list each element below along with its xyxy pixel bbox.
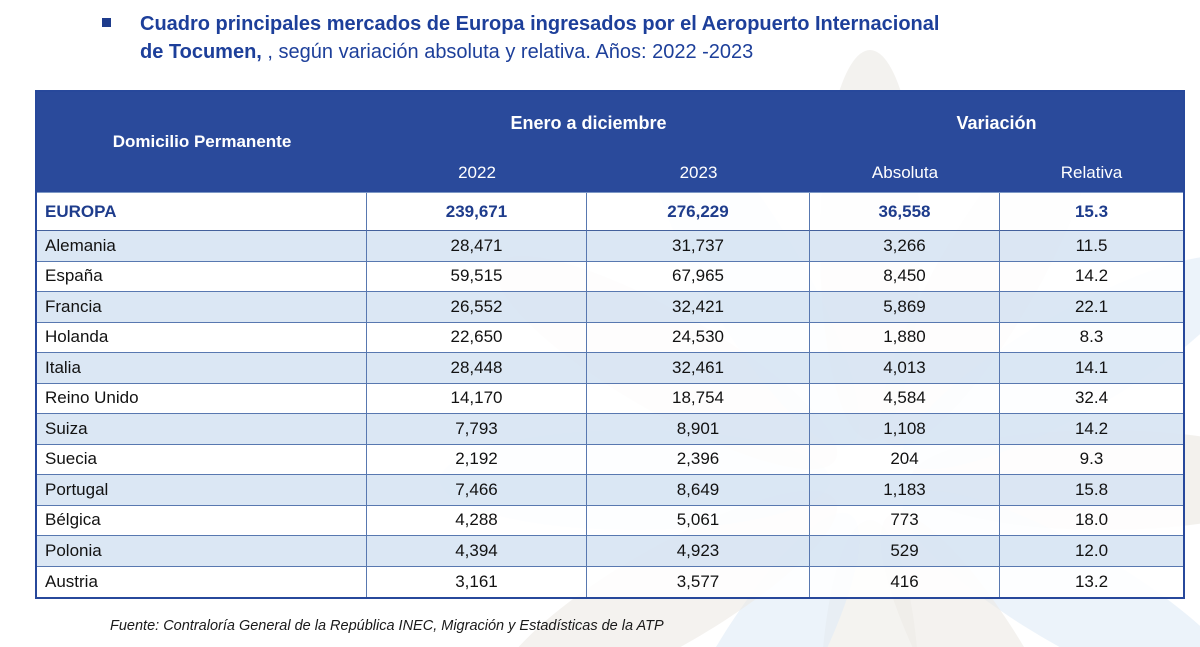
markets-table xyxy=(35,90,1185,599)
country-name: Italia xyxy=(37,353,367,384)
header-col-relativa: Relativa xyxy=(1060,163,1123,182)
table-row xyxy=(37,414,1183,445)
value-2023: 32,421 xyxy=(587,292,810,323)
variation-relativa: 15.3 xyxy=(1000,193,1183,231)
variation-relativa: 14.1 xyxy=(1000,353,1183,384)
region-name: EUROPA xyxy=(37,193,367,231)
title-line-1: Cuadro principales mercados de Europa ingresados por el Aeropuerto Internacional xyxy=(140,13,940,35)
table-row xyxy=(37,262,1183,293)
value-2022: 7,466 xyxy=(367,475,587,506)
value-2022: 4,288 xyxy=(367,506,587,537)
variation-relativa: 11.5 xyxy=(1000,231,1183,262)
country-name: Suiza xyxy=(37,414,367,445)
value-2023: 24,530 xyxy=(587,323,810,354)
table-row xyxy=(37,292,1183,323)
header-group-variacion: Variación xyxy=(956,112,1037,133)
value-2023: 2,396 xyxy=(587,445,810,476)
table-row xyxy=(37,353,1183,384)
table-header xyxy=(37,92,1183,193)
value-2023: 5,061 xyxy=(587,506,810,537)
country-name: España xyxy=(37,262,367,293)
variation-relativa: 8.3 xyxy=(1000,323,1183,354)
title-bullet-icon xyxy=(102,18,111,27)
value-2022: 3,161 xyxy=(367,567,587,598)
value-2023: 32,461 xyxy=(587,353,810,384)
country-name: Suecia xyxy=(37,445,367,476)
variation-absoluta: 416 xyxy=(810,567,1000,598)
country-name: Holanda xyxy=(37,323,367,354)
title-line-2-rest: , según variación absoluta y relativa. Años: 2022 -2023 xyxy=(261,41,754,63)
variation-relativa: 14.2 xyxy=(1000,414,1183,445)
value-2022: 22,650 xyxy=(367,323,587,354)
variation-absoluta: 3,266 xyxy=(810,231,1000,262)
table-row xyxy=(37,445,1183,476)
value-2022: 14,170 xyxy=(367,384,587,415)
value-2022: 26,552 xyxy=(367,292,587,323)
variation-absoluta: 204 xyxy=(810,445,1000,476)
value-2023: 276,229 xyxy=(587,193,810,231)
variation-relativa: 9.3 xyxy=(1000,445,1183,476)
table-row xyxy=(37,536,1183,567)
variation-absoluta: 4,013 xyxy=(810,353,1000,384)
country-name: Polonia xyxy=(37,536,367,567)
value-2023: 18,754 xyxy=(587,384,810,415)
value-2022: 59,515 xyxy=(367,262,587,293)
value-2022: 2,192 xyxy=(367,445,587,476)
country-name: Austria xyxy=(37,567,367,598)
header-col-2022: 2022 xyxy=(458,163,496,182)
variation-absoluta: 4,584 xyxy=(810,384,1000,415)
value-2022: 7,793 xyxy=(367,414,587,445)
value-2023: 4,923 xyxy=(587,536,810,567)
header-col-2023: 2023 xyxy=(679,163,718,182)
country-name: Bélgica xyxy=(37,506,367,537)
source-note: Fuente: Contraloría General de la República INEC, Migración y Estadísticas de la ATP xyxy=(110,618,664,634)
variation-absoluta: 1,183 xyxy=(810,475,1000,506)
table-row xyxy=(37,506,1183,537)
variation-relativa: 32.4 xyxy=(1000,384,1183,415)
value-2022: 28,471 xyxy=(367,231,587,262)
country-name: Reino Unido xyxy=(37,384,367,415)
variation-absoluta: 773 xyxy=(810,506,1000,537)
variation-absoluta: 36,558 xyxy=(810,193,1000,231)
title-line-2 xyxy=(140,38,1120,66)
variation-absoluta: 1,108 xyxy=(810,414,1000,445)
value-2023: 8,901 xyxy=(587,414,810,445)
variation-relativa: 13.2 xyxy=(1074,571,1109,591)
variation-relativa: 15.8 xyxy=(1000,475,1183,506)
value-2022: 28,448 xyxy=(367,353,587,384)
variation-absoluta: 5,869 xyxy=(810,292,1000,323)
country-name: Francia xyxy=(37,292,367,323)
value-2023: 67,965 xyxy=(587,262,810,293)
variation-absoluta: 8,450 xyxy=(810,262,1000,293)
header-domicilio-permanente: Domicilio Permanente xyxy=(112,132,292,151)
header-group-enero-a-diciembre: Enero a diciembre xyxy=(510,112,667,133)
variation-relativa: 14.2 xyxy=(1000,262,1183,293)
value-2023: 8,649 xyxy=(587,475,810,506)
table-row-europa-total xyxy=(37,193,1183,231)
table-row xyxy=(37,384,1183,415)
variation-relativa: 12.0 xyxy=(1000,536,1183,567)
header-col-absoluta: Absoluta xyxy=(871,163,939,182)
variation-relativa: 22.1 xyxy=(1000,292,1183,323)
title-line-2-bold: de Tocumen, xyxy=(140,41,262,63)
value-2022: 239,671 xyxy=(367,193,587,231)
country-name: Alemania xyxy=(37,231,367,262)
country-name: Portugal xyxy=(37,475,367,506)
variation-relativa: 18.0 xyxy=(1000,506,1183,537)
table-row xyxy=(37,231,1183,262)
value-2023: 31,737 xyxy=(587,231,810,262)
variation-absoluta: 1,880 xyxy=(810,323,1000,354)
table-row xyxy=(37,323,1183,354)
page-title xyxy=(140,10,1120,66)
table-row xyxy=(37,475,1183,506)
table-row xyxy=(37,567,1183,598)
title-block xyxy=(102,10,1120,66)
variation-absoluta: 529 xyxy=(810,536,1000,567)
value-2022: 4,394 xyxy=(367,536,587,567)
value-2023: 3,577 xyxy=(587,567,810,598)
